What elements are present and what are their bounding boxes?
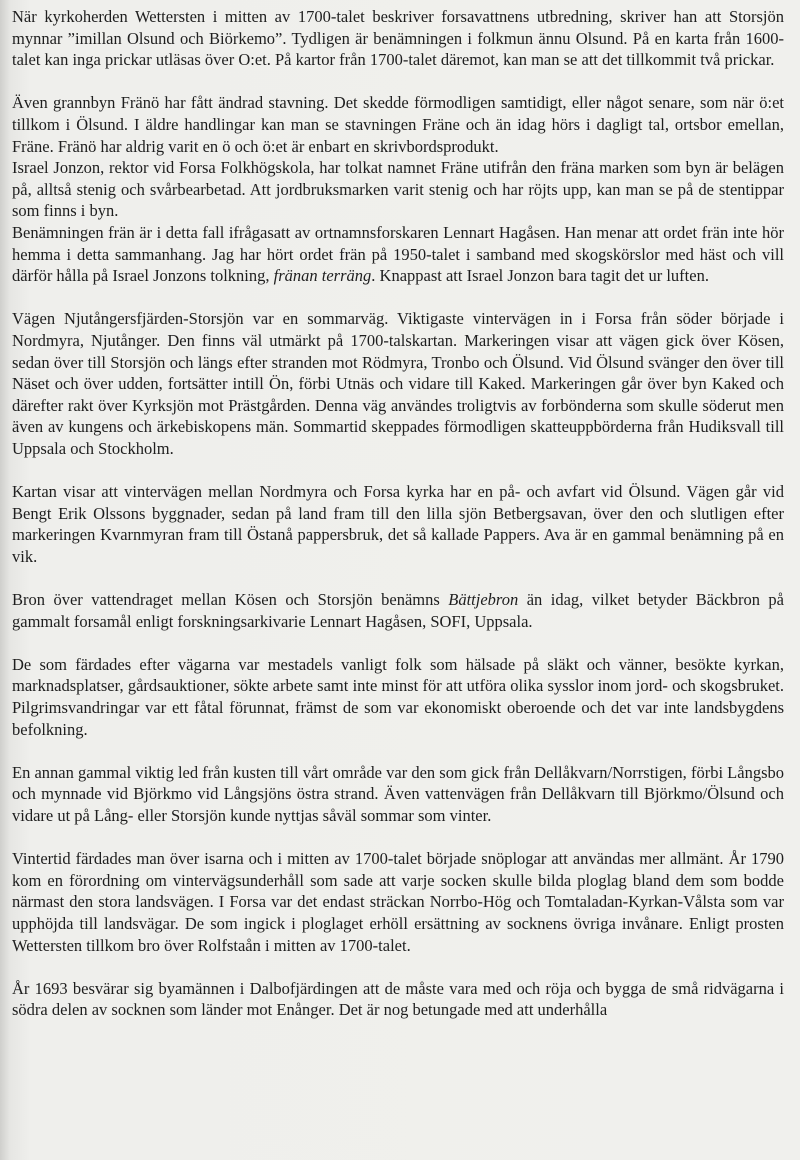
body-text xyxy=(12,6,784,1021)
paragraph-kartan: Kartan visar att vintervägen mellan Nordmyra och Forsa kyrka har en på- och avfart vid Ölsund. Vägen går vid Bengt Erik Olssons byggnader, sedan på land fram till den lilla sjön Betbergsavan, över den och slutligen efter markeringen Kvarnmyran fram till Östanå pappersbruk, det så kallade Pappers. Ava är en gammal benämning på en vik. xyxy=(12,482,784,566)
paragraph-frano: Även grannbyn Fränö har fått ändrad stavning. Det skedde förmodligen samtidigt, eller något senare, som när ö:et tillkom i Ölsund. I äldre handlingar kan man se stavningen Fräne och än idag hörs i dagligt tal, ortsbor emellan, Fräne. Fränö har aldrig varit en ö och ö:et är enbart en skrivbordsprodukt. xyxy=(12,93,784,156)
paragraph-olsund: När kyrkoherden Wettersten i mitten av 1700-talet beskriver forsavattnens utbredning, skriver han att Storsjön mynnar ”imillan Olsund och Biörkemo”. Tydligen är benämningen i folkmun ännu Olsund. På en karta från 1600-talet kan inga prickar utläsas över O:et. På kartor från 1700-talet däremot, kan man se att det tillkommit två prickar. xyxy=(12,7,784,70)
paragraph-bron-italic: Bättjebron xyxy=(448,590,519,610)
paragraph-dellakvarn: En annan gammal viktig led från kusten till vårt område var den som gick från Dellåkvarn/Norrstigen, förbi Långsbo och mynnade vid Björkmo vid Långsjöns östra strand. Även vattenvägen från Dellåkvarn till Björkmo/Ölsund och vidare ut på Lång- eller Storsjön kunde nyttjas såväl sommar som vinter. xyxy=(12,762,784,825)
paragraph-vintertid: Vintertid färdades man över isarna och i mitten av 1700-talet började snöplogar att användas mer allmänt. År 1790 kom en förordning om vintervägsunderhåll som sade att varje socken skulle bilda ploglag bland dem som bodde närmast den stora landsvägen. I Forsa var det endast sträckan Norrbo-Hög och Tomtaladan-Kyrkan-Vålsta som var upphöjda till landsvägar. De som ingick i ploglaget erhöll ersättning av socknens övriga invånare. Enligt prosten Wettersten tillkom bro över Rolfstaån i mitten av 1700-talet. xyxy=(12,849,784,955)
paragraph-hagasen xyxy=(12,222,784,287)
paragraph-bron-text-1: Bron över vattendraget mellan Kösen och Storsjön benämns xyxy=(12,590,449,610)
paragraph-bron-text-2: än idag, vilket betyder Bäckbron på gammalt forsamål enligt forskningsarkivarie Lennart Hagåsen, SOFI, Uppsala. xyxy=(12,590,784,631)
paragraph-1693: År 1693 besvärar sig byamännen i Dalbofjärdingen att de måste vara med och röja och bygga de små ridvägarna i södra delen av socknen som länder mot Enånger. Det är nog betungade med att underhålla xyxy=(12,978,784,1020)
paragraph-hagasen-text-2: . Knappast att Israel Jonzon bara tagit det ur luften. xyxy=(371,266,709,286)
paragraph-hagasen-text-1: Benämningen frän är i detta fall ifrågasatt av ortnamnsforskaren Lennart Hagåsen. Han menar att ordet frän inte hör hemma i detta sammanhang. Jag har hört ordet frän på 1950-talet i samband med skogskörslor med häst och vill därför hålla på Israel Jonzons tolkning, xyxy=(12,222,784,286)
paragraph-bron xyxy=(12,589,784,632)
paragraph-hagasen-italic: fränan terräng xyxy=(273,266,372,286)
paragraph-fardades: De som färdades efter vägarna var mestadels vanligt folk som hälsade på släkt och vänner, besökte kyrkan, marknadsplatser, gårdsauktioner, sökte arbete samt inte minst för att utföra olika sysslor inom jord- och skogsbruket. Pilgrimsvandringar var ett fåtal förunnat, främst de som var ekonomiskt oberoende och det var inte landsbygdens befolkning. xyxy=(12,654,784,739)
paragraph-vintervag: Vägen Njutångersfjärden-Storsjön var en sommarväg. Viktigaste vintervägen in i Forsa från söder började i Nordmyra, Njutånger. Den finns väl utmärkt på 1700-talskartan. Markeringen visar att vägen gick över Kösen, sedan över till Storsjön och längs efter stranden mot Rödmyra, Tronbo och Ölsund. Vid Ölsund svänger den över till Näset och över udden, fortsätter intill Ön, förbi Utnäs och vidare till Kaked. Markeringen går över byn Kaked och därefter rakt över Kyrksjön mot Prästgården. Denna väg användes troligtvis av forbönderna som skulle söderut men även av kungens och ärkebiskopens män. Sommartid skeppades förmodligen skatteuppbörderna från Hudiksvall till Uppsala och Stockholm. xyxy=(12,309,784,458)
paragraph-jonzon: Israel Jonzon, rektor vid Forsa Folkhögskola, har tolkat namnet Fräne utifrån den fräna marken som byn är belägen på, alltså stenig och svårbearbetad. Att jordbruksmarken varit stenig och har röjts upp, kan man se på de stentippar som finns i byn. xyxy=(12,158,784,221)
